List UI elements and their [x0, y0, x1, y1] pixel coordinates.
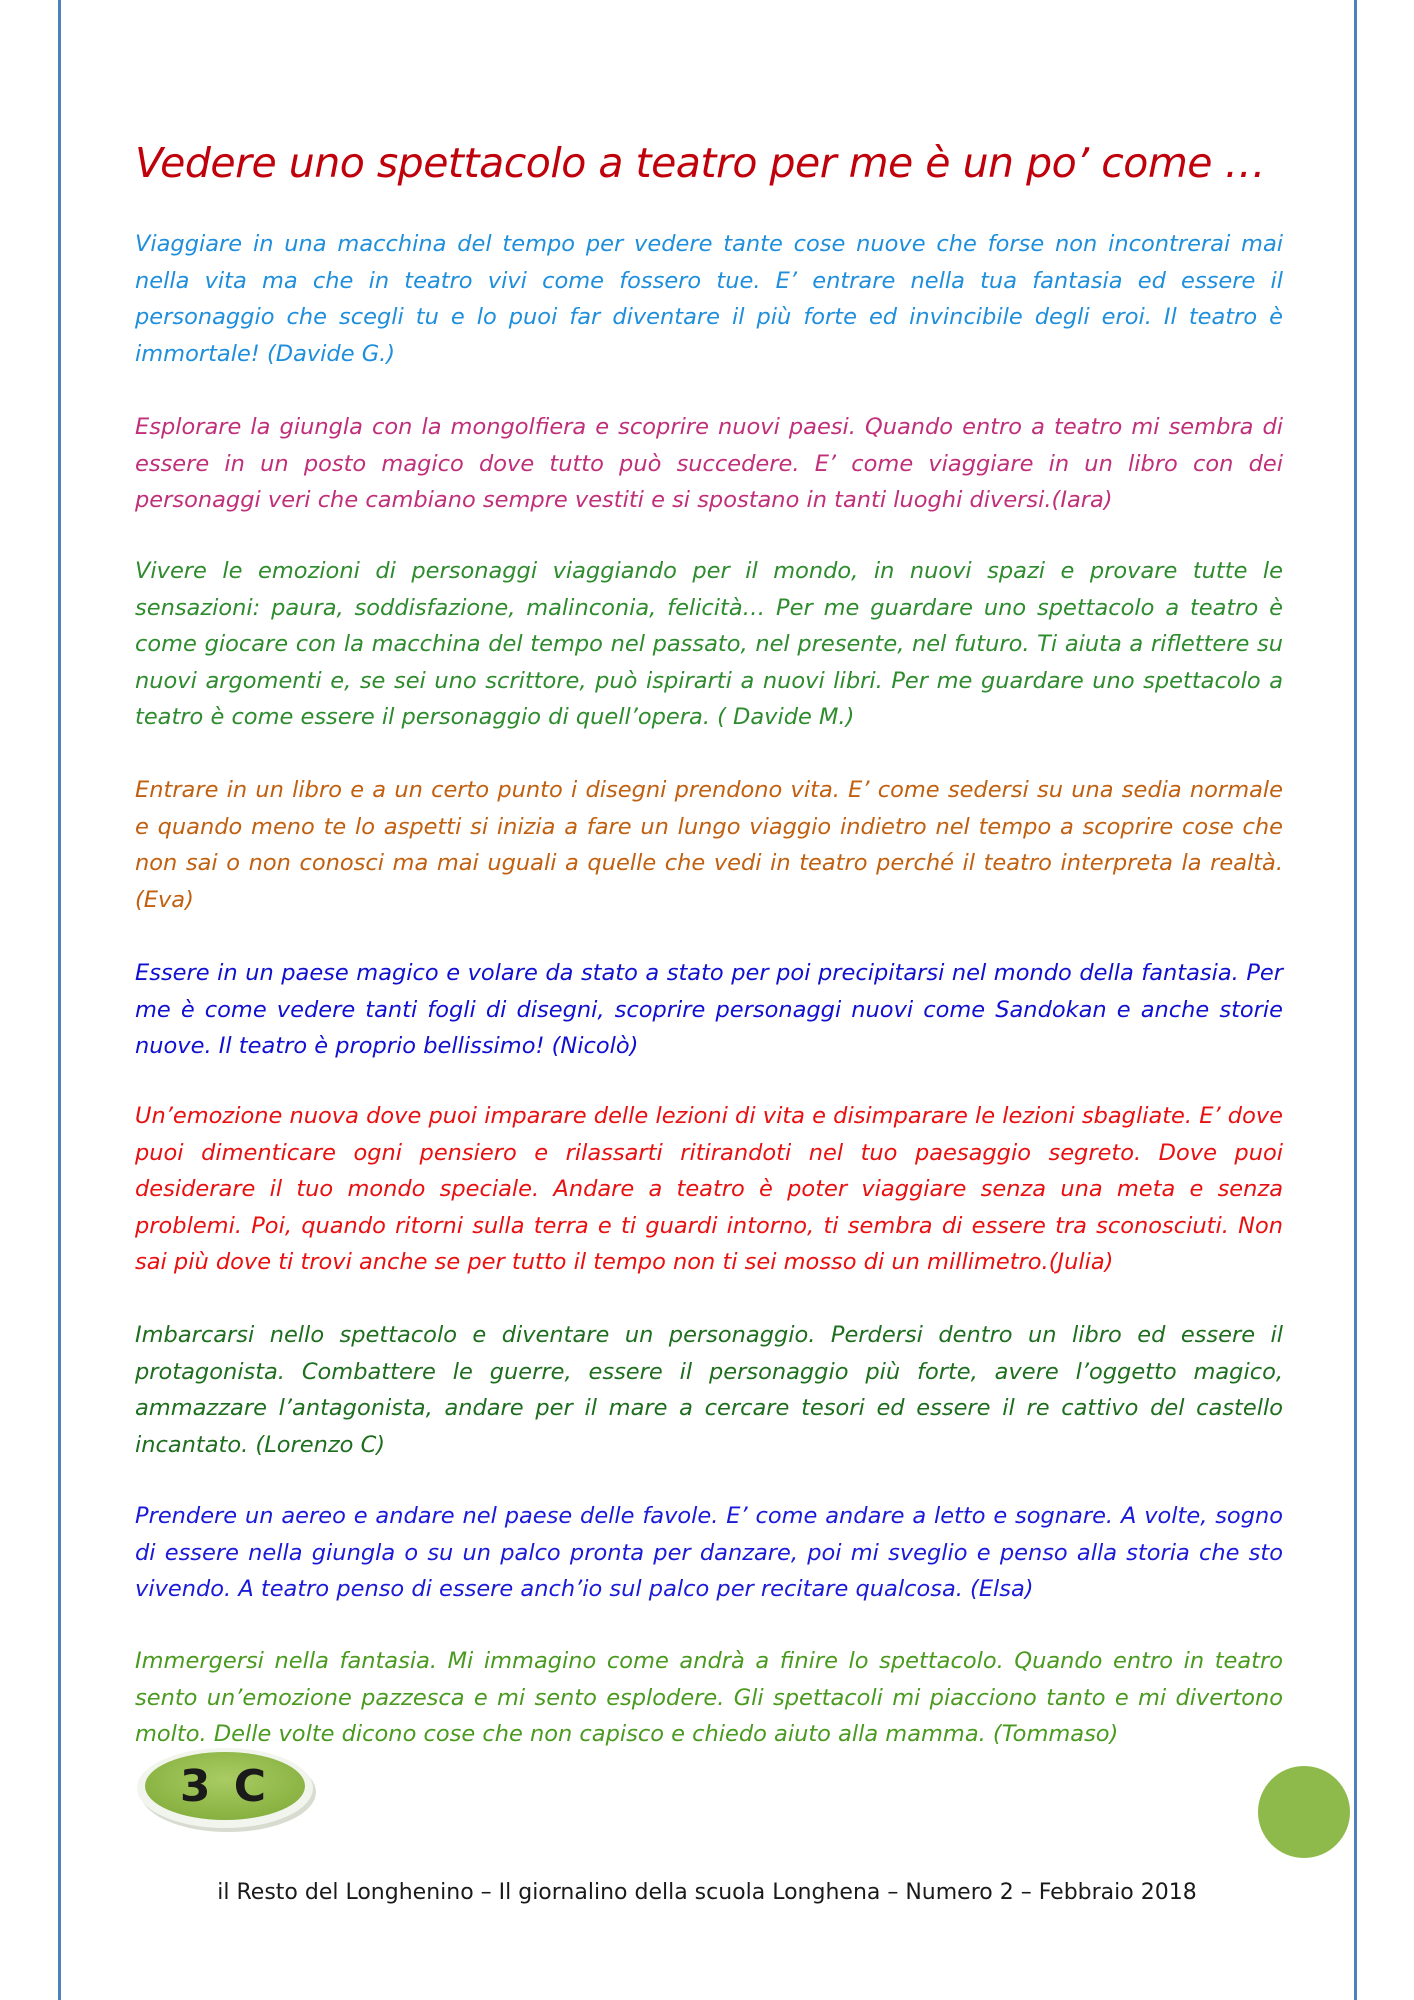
paragraph-tommaso: Immergersi nella fantasia. Mi immagino come andrà a finire lo spettacolo. Quando entro in teatro sento un’emozione pazzesca e mi sento esplodere. Gli spettacoli mi piacciono tanto e mi divertono molto. Delle volte dicono cose che non capisco e chiedo aiuto alla mamma. (Tommaso) — [135, 1648, 1283, 1747]
paragraph-nicolo: Essere in un paese magico e volare da stato a stato per poi precipitarsi nel mondo della fantasia. Per me è come vedere tanti fogli di disegni, scoprire personaggi nuovi come Sandokan e anche storie nuove. Il teatro è proprio bellissimo! (Nicolò) — [135, 960, 1283, 1059]
paragraph-eva: Entrare in un libro e a un certo punto i disegni prendono vita. E’ come sedersi su una sedia normale e quando meno te lo aspetti si inizia a fare un lungo viaggio indietro nel tempo a scoprire cose che non sai o non conosci ma mai uguali a quelle che vedi in teatro perché il teatro interpreta la realtà. (Eva) — [135, 777, 1283, 913]
paragraph-lorenzo-c: Imbarcarsi nello spettacolo e diventare un personaggio. Perdersi dentro un libro ed essere il protagonista. Combattere le guerre, essere il personaggio più forte, avere l’oggetto magico, ammazzare l’antagonista, andare per il mare a cercare tesori ed essere il re cattivo del castello incantato. (Lorenzo C) — [135, 1322, 1283, 1458]
page-footer: il Resto del Longhenino – Il giornalino della scuola Longhena – Numero 2 – Febbraio 2018 — [217, 1880, 1197, 1905]
class-badge-label: 3 C — [179, 1760, 271, 1812]
paragraph-davide-g: Viaggiare in una macchina del tempo per vedere tante cose nuove che forse non incontrerai mai nella vita ma che in teatro vivi come fossero tue. E’ entrare nella tua fantasia ed essere il personaggio che scegli tu e lo puoi far diventare il più forte ed invincibile degli eroi. Il teatro è immortale! (Davide G.) — [135, 231, 1283, 367]
page-border-left — [58, 0, 61, 2000]
paragraph-julia: Un’emozione nuova dove puoi imparare delle lezioni di vita e disimparare le lezioni sbagliate. E’ dove puoi dimenticare ogni pensiero e rilassarti ritirandoti nel tuo paesaggio segreto. Dove puoi desiderare il tuo mondo speciale. Andare a teatro è poter viaggiare senza una meta e senza problemi. Poi, quando ritorni sulla terra e ti guardi intorno, ti sembra di essere tra sconosciuti. Non sai più dove ti trovi anche se per tutto il tempo non ti sei mosso di un millimetro.(Julia) — [135, 1103, 1283, 1275]
page-border-right — [1354, 0, 1357, 2000]
class-badge — [130, 1736, 320, 1836]
paragraph-iara: Esplorare la giungla con la mongolfiera e scoprire nuovi paesi. Quando entro a teatro mi sembra di essere in un posto magico dove tutto può succedere. E’ come viaggiare in un libro con dei personaggi veri che cambiano sempre vestiti e si spostano in tanti luoghi diversi.(Iara) — [135, 414, 1283, 513]
decorative-green-circle — [1258, 1766, 1350, 1858]
paragraph-davide-m: Vivere le emozioni di personaggi viaggiando per il mondo, in nuovi spazi e provare tutte le sensazioni: paura, soddisfazione, malinconia, felicità… Per me guardare uno spettacolo a teatro è come giocare con la macchina del tempo nel passato, nel presente, nel futuro. Ti aiuta a riflettere su nuovi argomenti e, se sei uno scrittore, può ispirarti a nuovi libri. Per me guardare uno spettacolo a teatro è come essere il personaggio di quell’opera. ( Davide M.) — [135, 558, 1283, 730]
article-title: Vedere uno spettacolo a teatro per me è un po’ come … — [135, 139, 1266, 187]
paragraph-elsa: Prendere un aereo e andare nel paese delle favole. E’ come andare a letto e sognare. A volte, sogno di essere nella giungla o su un palco pronta per danzare, poi mi sveglio e penso alla storia che sto vivendo. A teatro penso di essere anch’io sul palco per recitare qualcosa. (Elsa) — [135, 1503, 1283, 1602]
